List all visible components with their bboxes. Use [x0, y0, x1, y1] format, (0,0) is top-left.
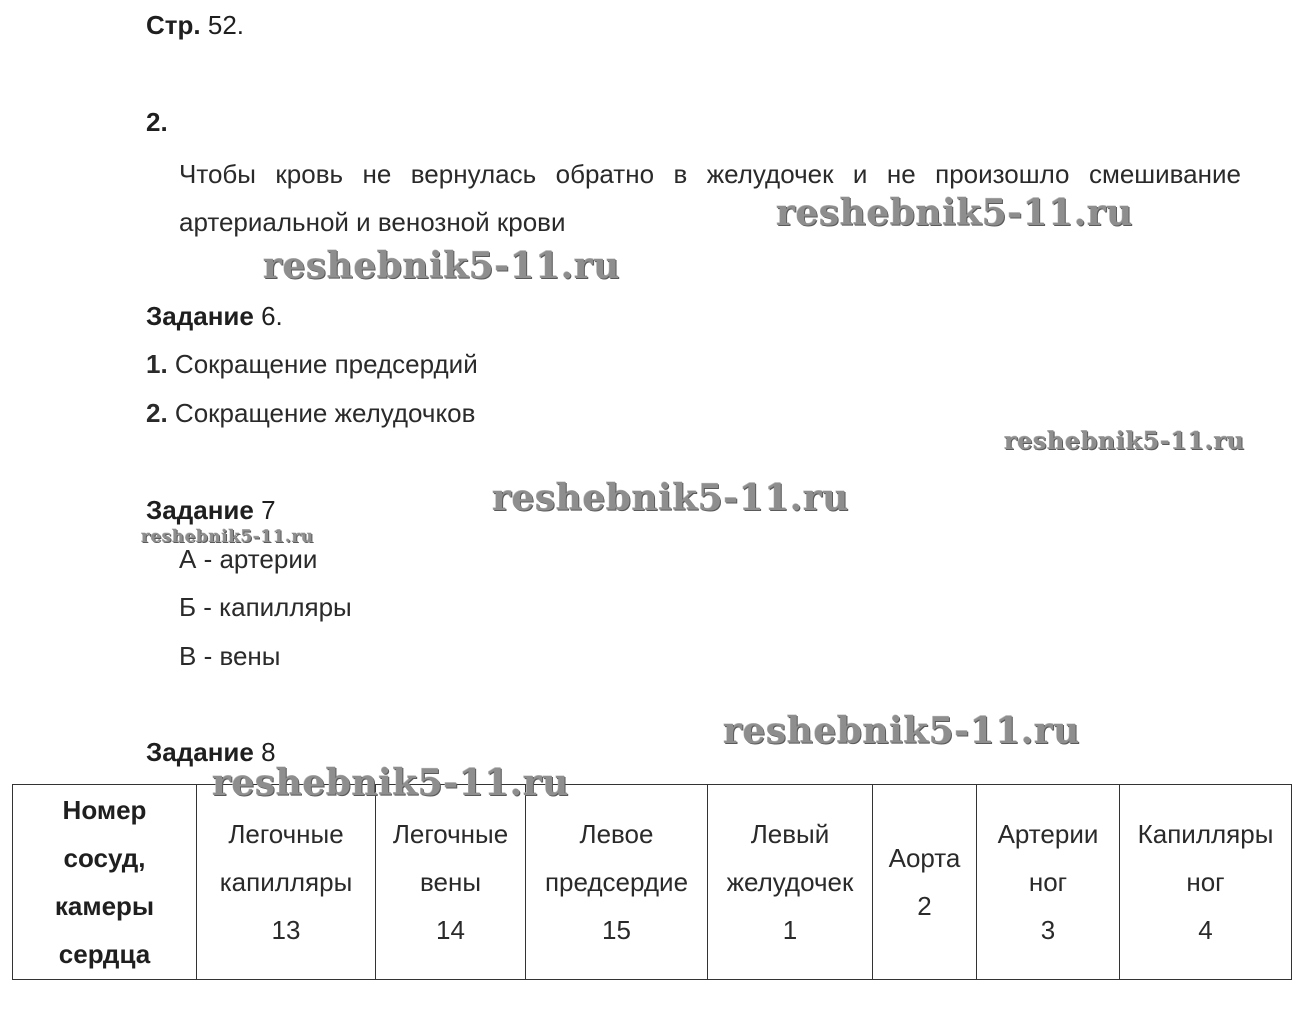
- header-line: сосуд,: [63, 843, 146, 873]
- cell-label: желудочек: [726, 867, 854, 897]
- cell-label: Легочные: [228, 819, 344, 849]
- cell-value: 14: [436, 915, 465, 945]
- watermark: reshebnik5-11.ru: [1004, 426, 1245, 455]
- header-line: сердца: [58, 939, 151, 969]
- header-line: камеры: [54, 891, 155, 921]
- table-header-cell: [13, 785, 197, 980]
- cell-label: Легочные: [392, 819, 509, 849]
- watermark: reshebnik5-11.ru: [492, 477, 849, 519]
- table-cell-pulmonary-veins: [376, 785, 526, 980]
- cell-label: ног: [1186, 867, 1225, 897]
- table-cell-left-ventricle: [708, 785, 873, 980]
- header-line: Номер: [62, 795, 147, 825]
- task6-item-1: [146, 349, 478, 380]
- table-cell-aorta: [873, 785, 977, 980]
- cell-value: 1: [782, 915, 798, 945]
- task2-answer-line2: артериальной и венозной крови: [179, 207, 566, 237]
- page-header: [146, 10, 244, 41]
- task2-number: 2.: [146, 107, 168, 137]
- task6-item-2: [146, 398, 475, 429]
- task7-title-number: 7: [261, 495, 276, 525]
- task7-title: [146, 495, 276, 526]
- table-cell-left-atrium: [526, 785, 708, 980]
- task7-item-b: Б - капилляры: [179, 592, 352, 622]
- watermark: reshebnik5-11.ru: [776, 192, 1133, 234]
- cell-label: Левый: [750, 819, 830, 849]
- answer-table: [12, 784, 1292, 980]
- task8-title-label: Задание: [146, 737, 254, 767]
- cell-value: 13: [271, 915, 301, 945]
- task7-item-c: В - вены: [179, 641, 281, 671]
- page-header-suffix: .: [236, 10, 245, 40]
- watermark: reshebnik5-11.ru: [141, 527, 314, 547]
- cell-label: вены: [419, 867, 482, 897]
- watermark: reshebnik5-11.ru: [723, 710, 1080, 752]
- cell-label: Капилляры: [1137, 819, 1274, 849]
- cell-label: Аорта: [888, 843, 961, 873]
- task6-title-number: 6.: [261, 301, 283, 331]
- task6-title-label: Задание: [146, 301, 254, 331]
- task6-title: [146, 301, 283, 332]
- task8-title-number: 8: [261, 737, 276, 767]
- cell-label: Левое: [579, 819, 654, 849]
- cell-value: 2: [917, 891, 932, 921]
- cell-label: ног: [1028, 867, 1068, 897]
- cell-label: капилляры: [219, 867, 353, 897]
- table-cell-leg-arteries: [977, 785, 1120, 980]
- task7-title-label: Задание: [146, 495, 254, 525]
- task2-answer-line1: Чтобы кровь не вернулась обратно в желудочек и не произошло смешивание: [179, 159, 1241, 189]
- task6-item-2-text: Сокращение желудочков: [174, 398, 476, 428]
- watermark: reshebnik5-11.ru: [263, 245, 620, 287]
- task6-item-2-num: 2.: [146, 398, 168, 428]
- page-number: 52: [207, 10, 237, 40]
- cell-value: 4: [1198, 915, 1213, 945]
- cell-value: 15: [602, 915, 631, 945]
- watermark: reshebnik5-11.ru: [212, 762, 569, 804]
- cell-value: 3: [1040, 915, 1056, 945]
- table-cell-pulmonary-capillaries: [197, 785, 376, 980]
- table-cell-leg-capillaries: [1120, 785, 1292, 980]
- task6-item-1-text: Сокращение предсердий: [174, 349, 478, 379]
- cell-label: предсердие: [544, 867, 689, 897]
- task6-item-1-num: 1.: [146, 349, 168, 379]
- page-header-label: Стр.: [146, 10, 201, 40]
- cell-label: Артерии: [997, 819, 1099, 849]
- table-row: [13, 785, 1292, 980]
- task7-item-a: А - артерии: [179, 544, 318, 574]
